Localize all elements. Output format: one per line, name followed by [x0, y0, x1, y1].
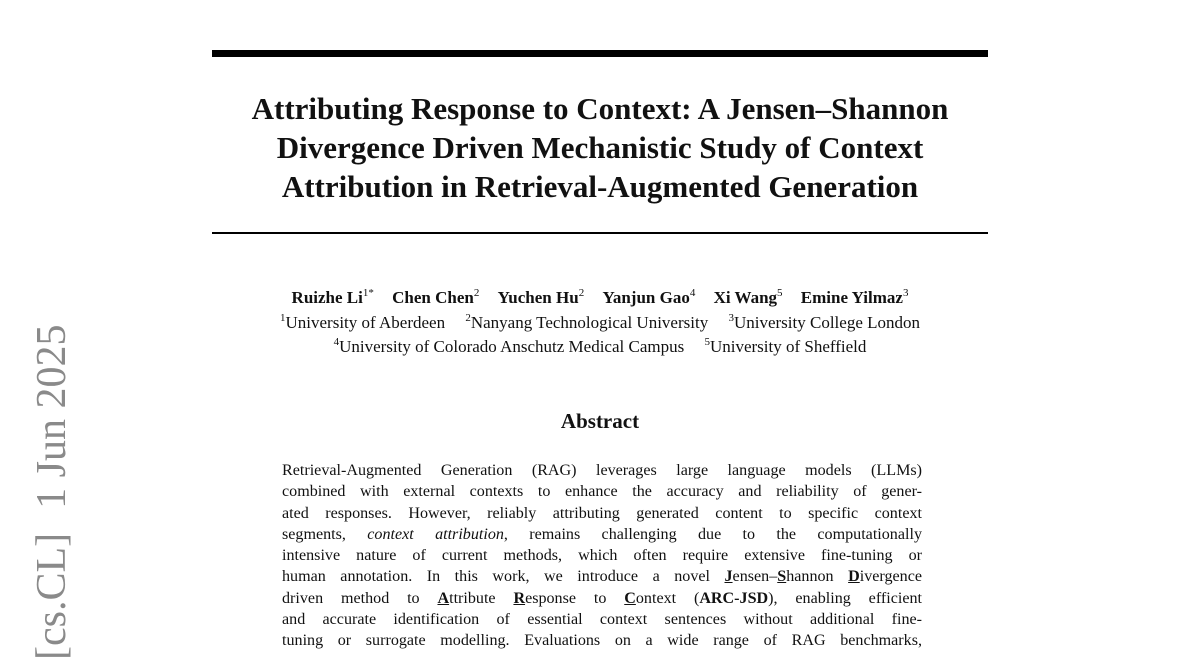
title-top-rule	[212, 50, 988, 57]
author: Xi Wang$^5$	[714, 288, 783, 307]
emphasis-term: context attribution	[367, 526, 504, 543]
affiliation: $^5$University of Sheffield	[704, 337, 866, 356]
abstract-line: segments, context attribution, remains challenging due to the computationally	[282, 524, 922, 545]
author-block	[150, 287, 1050, 361]
author-list	[150, 287, 1050, 312]
arxiv-date: 1 Jun 2025	[29, 325, 75, 509]
abstract-line: Retrieval-Augmented Generation (RAG) leverages large language models (LLMs)	[282, 460, 922, 481]
title-line: Attribution in Retrieval-Augmented Generation	[212, 167, 988, 206]
author: Chen Chen$^2$	[392, 288, 479, 307]
affiliation: $^3$University College London	[728, 313, 920, 332]
affiliation-line	[150, 336, 1050, 361]
author: Yanjun Gao$^4$	[602, 288, 695, 307]
title-bottom-rule	[212, 232, 988, 234]
abstract-line: tuning or surrogate modelling. Evaluations on a wide range of RAG benchmarks,	[282, 630, 922, 651]
abstract-heading: Abstract	[212, 409, 988, 434]
affiliation: $^4$University of Colorado Anschutz Medical Campus	[334, 337, 685, 356]
title-line: Divergence Driven Mechanistic Study of Context	[212, 128, 988, 167]
arxiv-stamp	[28, 325, 76, 660]
paper-title	[212, 89, 988, 206]
method-acronym: ARC-JSD	[699, 590, 768, 607]
title-line: Attributing Response to Context: A Jensen–Shannon	[212, 89, 988, 128]
affiliation-line	[150, 312, 1050, 337]
abstract-line: intensive nature of current methods, which often require extensive fine-tuning or	[282, 545, 922, 566]
affiliation: $^2$Nanyang Technological University	[465, 313, 708, 332]
abstract-line: combined with external contexts to enhance the accuracy and reliability of gener-	[282, 481, 922, 502]
abstract-line: and accurate identification of essential context sentences without additional fine-	[282, 609, 922, 630]
abstract-line: ated responses. However, reliably attributing generated content to specific context	[282, 503, 922, 524]
author: Emine Yilmaz$^3$	[801, 288, 909, 307]
author: Yuchen Hu$^2$	[498, 288, 585, 307]
author: Ruizhe $Li^{1*}$	[292, 288, 374, 307]
affiliation: $^1$University of Aberdeen	[280, 313, 445, 332]
arxiv-category: [cs.CL]	[29, 533, 75, 660]
abstract-line: driven method to Attribute Response to Context (ARC-JSD), enabling efficient	[282, 588, 922, 609]
abstract-text	[282, 460, 922, 652]
abstract-line: human annotation. In this work, we introduce a novel Jensen–Shannon Divergence	[282, 566, 922, 587]
